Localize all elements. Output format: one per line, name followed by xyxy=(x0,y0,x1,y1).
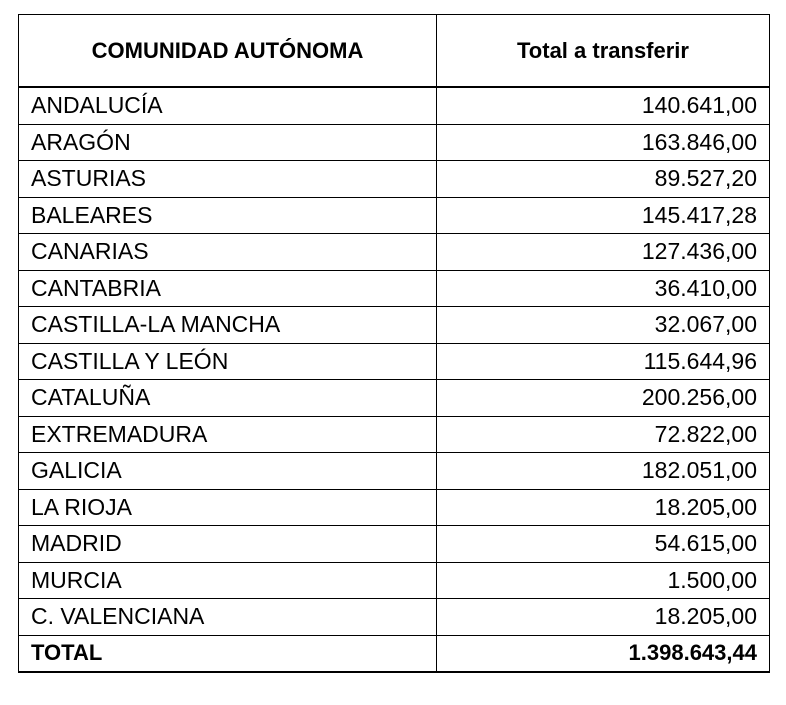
row-name: ASTURIAS xyxy=(19,161,437,198)
table-row xyxy=(19,307,770,344)
row-amount: 182.051,00 xyxy=(437,453,770,490)
row-amount: 1.500,00 xyxy=(437,562,770,599)
table-row xyxy=(19,599,770,636)
row-amount: 145.417,28 xyxy=(437,197,770,234)
table-row xyxy=(19,453,770,490)
row-name: BALEARES xyxy=(19,197,437,234)
row-name: ARAGÓN xyxy=(19,124,437,161)
row-amount: 127.436,00 xyxy=(437,234,770,271)
table-row xyxy=(19,380,770,417)
table-row xyxy=(19,562,770,599)
row-name: EXTREMADURA xyxy=(19,416,437,453)
row-amount: 18.205,00 xyxy=(437,489,770,526)
transfer-table xyxy=(18,14,770,673)
header-total: Total a transferir xyxy=(437,15,770,88)
table-row xyxy=(19,526,770,563)
total-label: TOTAL xyxy=(19,635,437,672)
table-row xyxy=(19,343,770,380)
table-row xyxy=(19,87,770,124)
row-amount: 36.410,00 xyxy=(437,270,770,307)
table-row xyxy=(19,197,770,234)
table-row xyxy=(19,270,770,307)
row-name: LA RIOJA xyxy=(19,489,437,526)
row-amount: 54.615,00 xyxy=(437,526,770,563)
row-amount: 115.644,96 xyxy=(437,343,770,380)
table-header xyxy=(19,15,770,88)
table-row xyxy=(19,161,770,198)
total-amount: 1.398.643,44 xyxy=(437,635,770,672)
table-row xyxy=(19,234,770,271)
row-amount: 89.527,20 xyxy=(437,161,770,198)
row-name: MURCIA xyxy=(19,562,437,599)
row-name: MADRID xyxy=(19,526,437,563)
row-name: CANTABRIA xyxy=(19,270,437,307)
row-name: CANARIAS xyxy=(19,234,437,271)
table-row xyxy=(19,489,770,526)
table-body xyxy=(19,87,770,672)
row-amount: 72.822,00 xyxy=(437,416,770,453)
table-row xyxy=(19,416,770,453)
row-name: CATALUÑA xyxy=(19,380,437,417)
header-community: COMUNIDAD AUTÓNOMA xyxy=(19,15,437,88)
row-amount: 163.846,00 xyxy=(437,124,770,161)
row-name: ANDALUCÍA xyxy=(19,87,437,124)
row-amount: 32.067,00 xyxy=(437,307,770,344)
row-name: C. VALENCIANA xyxy=(19,599,437,636)
row-name: CASTILLA-LA MANCHA xyxy=(19,307,437,344)
row-name: GALICIA xyxy=(19,453,437,490)
row-amount: 200.256,00 xyxy=(437,380,770,417)
table-row xyxy=(19,124,770,161)
row-amount: 18.205,00 xyxy=(437,599,770,636)
row-name: CASTILLA Y LEÓN xyxy=(19,343,437,380)
row-amount: 140.641,00 xyxy=(437,87,770,124)
header-row xyxy=(19,15,770,88)
total-row xyxy=(19,635,770,672)
